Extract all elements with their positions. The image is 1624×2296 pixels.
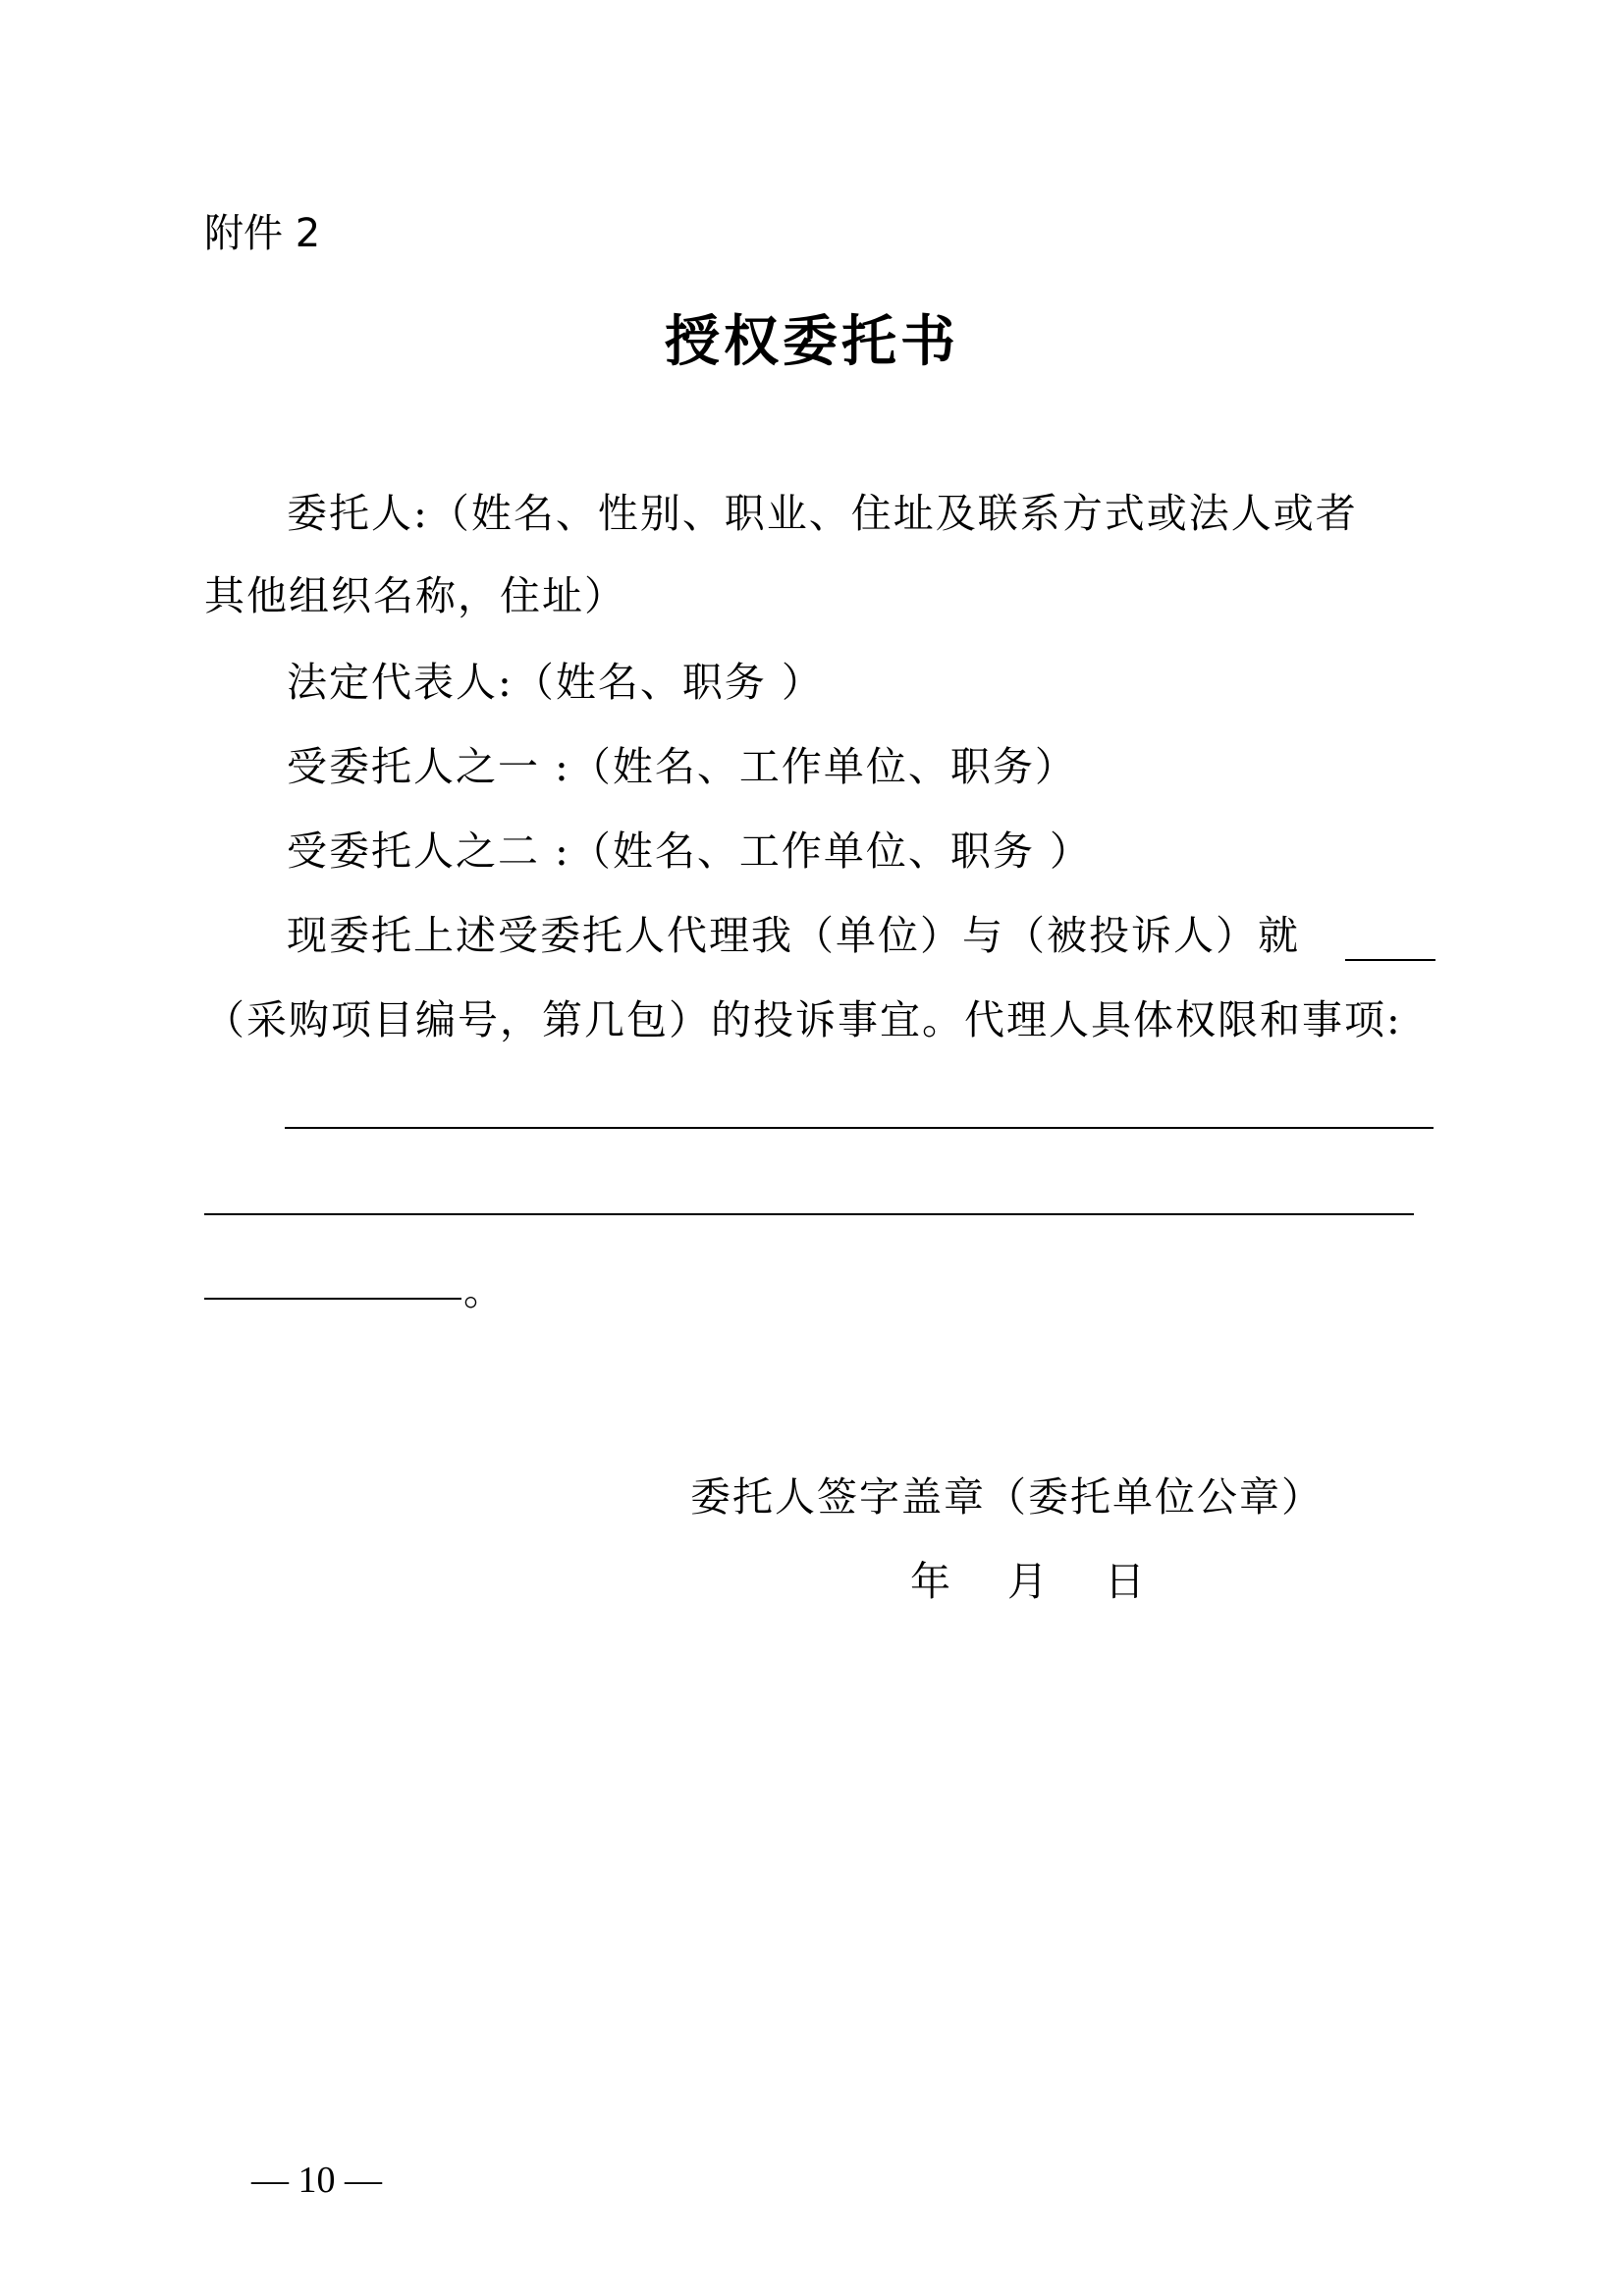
principal-line-continued: 其他组织名称，住址）	[204, 572, 626, 619]
authority-blank-line-2	[204, 1213, 1414, 1215]
signature-label: 委托人签字盖章（委托单位公章）	[690, 1473, 1324, 1521]
agent-one-line: 受委托人之一 :（姓名、工作单位、职务）	[287, 743, 1077, 790]
entrustment-line-continued: （采购项目编号，第几包）的投诉事宜。代理人具体权限和事项:	[204, 996, 1402, 1043]
legal-representative-line: 法定代表人:（姓名、职务 ）	[287, 659, 824, 706]
authority-blank-line-3	[204, 1298, 461, 1300]
date-line	[910, 1555, 1147, 1608]
agent-two-line: 受委托人之二 :（姓名、工作单位、职务 ）	[287, 828, 1092, 875]
date-year: 年	[910, 1558, 952, 1605]
entrustment-line: 现委托上述受委托人代理我（单位）与（被投诉人）就	[287, 912, 1300, 959]
inline-blank-underline	[1345, 959, 1435, 961]
closing-period: 。	[463, 1267, 506, 1314]
page-number: — 10 —	[251, 2160, 382, 2201]
document-title: 授权委托书	[665, 309, 959, 374]
date-day: 日	[1105, 1558, 1147, 1605]
attachment-label: 附件 2	[204, 211, 321, 256]
date-month: 月	[1007, 1558, 1050, 1605]
principal-line: 委托人:（姓名、性别、职业、住址及联系方式或法人或者	[287, 490, 1358, 537]
authority-blank-line-1	[285, 1127, 1434, 1129]
